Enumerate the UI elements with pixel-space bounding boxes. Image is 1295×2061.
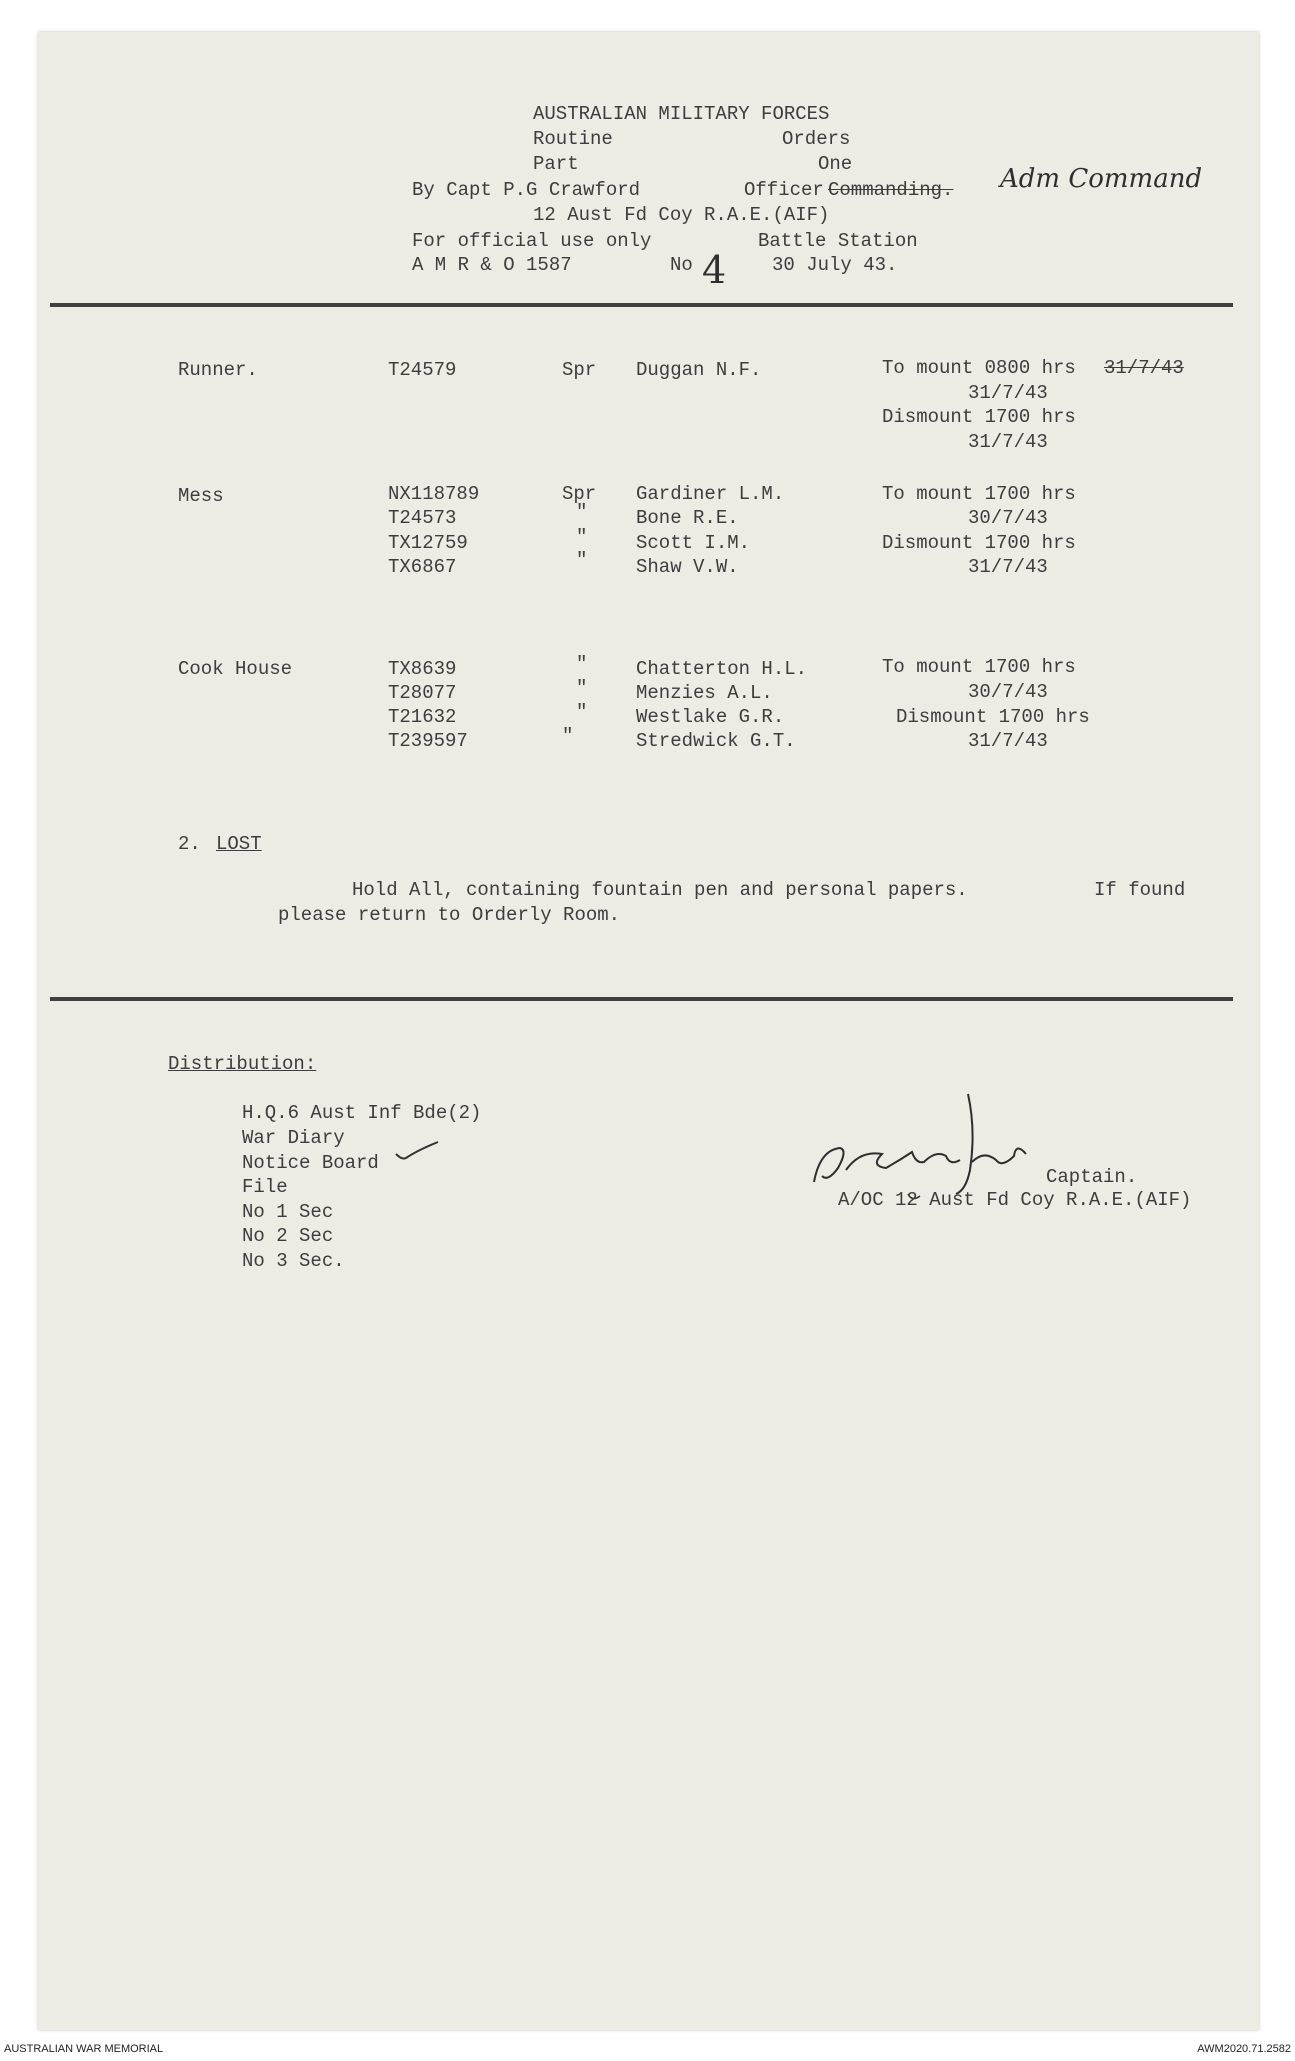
mess-rank: Spr — [562, 483, 597, 505]
runner-number: T24579 — [388, 359, 457, 381]
mess-name: Scott I.M. — [636, 532, 751, 554]
runner-dismount-date: 31/7/43 — [968, 431, 1048, 453]
lost-number: 2. — [178, 833, 201, 855]
mess-number: T24573 — [388, 507, 457, 529]
header-routine: Routine — [533, 128, 613, 150]
distribution-heading: Distribution: — [168, 1053, 317, 1075]
runner-rank: Spr — [562, 359, 597, 381]
header-by-capt: By Capt P.G Crawford — [412, 179, 641, 201]
cookhouse-name: Chatterton H.L. — [636, 658, 808, 680]
mess-number: NX118789 — [388, 483, 480, 505]
mess-rank: " — [576, 526, 588, 548]
signature-role: A/OC 12 Aust Fd Coy R.A.E.(AIF) — [838, 1189, 1192, 1211]
lost-line2: please return to Orderly Room. — [278, 904, 621, 926]
distribution-divider — [50, 997, 1233, 1001]
runner-name: Duggan N.F. — [636, 359, 762, 381]
cookhouse-rank: " — [576, 653, 588, 675]
cookhouse-dismount: Dismount 1700 hrs — [896, 706, 1090, 728]
header-divider — [50, 303, 1233, 307]
mess-number: TX12759 — [388, 532, 468, 554]
header-commanding-struck: Commanding. — [828, 179, 954, 201]
mess-name: Gardiner L.M. — [636, 483, 785, 505]
cookhouse-name: Menzies A.L. — [636, 682, 773, 704]
cookhouse-rank: " — [576, 701, 588, 723]
header-one: One — [818, 153, 853, 175]
handwritten-order-number: 4 — [702, 248, 727, 292]
header-battle-station: Battle Station — [758, 230, 918, 252]
distribution-item: No 2 Sec — [242, 1225, 334, 1247]
footer-accession-number: AWM2020.71.2582 — [1197, 2043, 1291, 2055]
mess-dismount-date: 31/7/43 — [968, 556, 1048, 578]
lost-line1: Hold All, containing fountain pen and personal papers. — [352, 879, 968, 901]
header-unit: 12 Aust Fd Coy R.A.E.(AIF) — [533, 204, 830, 226]
cookhouse-mount-date: 30/7/43 — [968, 681, 1048, 703]
runner-mount-date: 31/7/43 — [968, 382, 1048, 404]
mess-dismount: Dismount 1700 hrs — [882, 532, 1076, 554]
footer-institution: AUSTRALIAN WAR MEMORIAL — [4, 2043, 164, 2055]
cookhouse-rank: " — [576, 677, 588, 699]
handwritten-adm-command: Adm Command — [1000, 164, 1203, 194]
cookhouse-rank: " — [562, 725, 574, 747]
lost-if-found: If found — [1094, 879, 1186, 901]
runner-label: Runner. — [178, 359, 258, 381]
lost-heading: LOST — [216, 833, 262, 855]
header-part: Part — [533, 153, 579, 175]
cookhouse-label: Cook House — [178, 658, 293, 680]
mess-name: Bone R.E. — [636, 507, 739, 529]
cookhouse-dismount-date: 31/7/43 — [968, 730, 1048, 752]
cookhouse-name: Stredwick G.T. — [636, 730, 796, 752]
cookhouse-mount: To mount 1700 hrs — [882, 656, 1076, 678]
header-officer: Officer — [744, 179, 824, 201]
header-title: AUSTRALIAN MILITARY FORCES — [533, 103, 830, 125]
distribution-item: Notice Board — [242, 1152, 379, 1174]
distribution-item: No 3 Sec. — [242, 1250, 345, 1272]
signature-title: Captain. — [1046, 1166, 1138, 1188]
mess-label: Mess — [178, 485, 224, 507]
runner-dismount: Dismount 1700 hrs — [882, 406, 1076, 428]
runner-mount: To mount 0800 hrs — [882, 357, 1076, 379]
header-amr: A M R & O 1587 — [412, 254, 572, 276]
mess-rank: " — [576, 501, 588, 523]
cookhouse-number: T239597 — [388, 730, 468, 752]
header-official-use: For official use only — [412, 230, 652, 252]
document-page — [38, 32, 1259, 2030]
cookhouse-number: TX8639 — [388, 658, 457, 680]
mess-rank: " — [576, 549, 588, 571]
cookhouse-number: T28077 — [388, 682, 457, 704]
cookhouse-name: Westlake G.R. — [636, 706, 785, 728]
mess-name: Shaw V.W. — [636, 556, 739, 578]
distribution-item: War Diary — [242, 1127, 345, 1149]
cookhouse-number: T21632 — [388, 706, 457, 728]
runner-mount-struck: 31/7/43 — [1104, 357, 1184, 379]
header-orders: Orders — [782, 128, 851, 150]
distribution-item: H.Q.6 Aust Inf Bde(2) — [242, 1102, 482, 1124]
distribution-item: File — [242, 1176, 288, 1198]
distribution-item: No 1 Sec — [242, 1201, 334, 1223]
mess-mount: To mount 1700 hrs — [882, 483, 1076, 505]
header-date: 30 July 43. — [772, 254, 898, 276]
header-no-label: No — [670, 254, 693, 276]
mess-mount-date: 30/7/43 — [968, 507, 1048, 529]
mess-number: TX6867 — [388, 556, 457, 578]
check-mark-icon — [392, 1140, 442, 1162]
